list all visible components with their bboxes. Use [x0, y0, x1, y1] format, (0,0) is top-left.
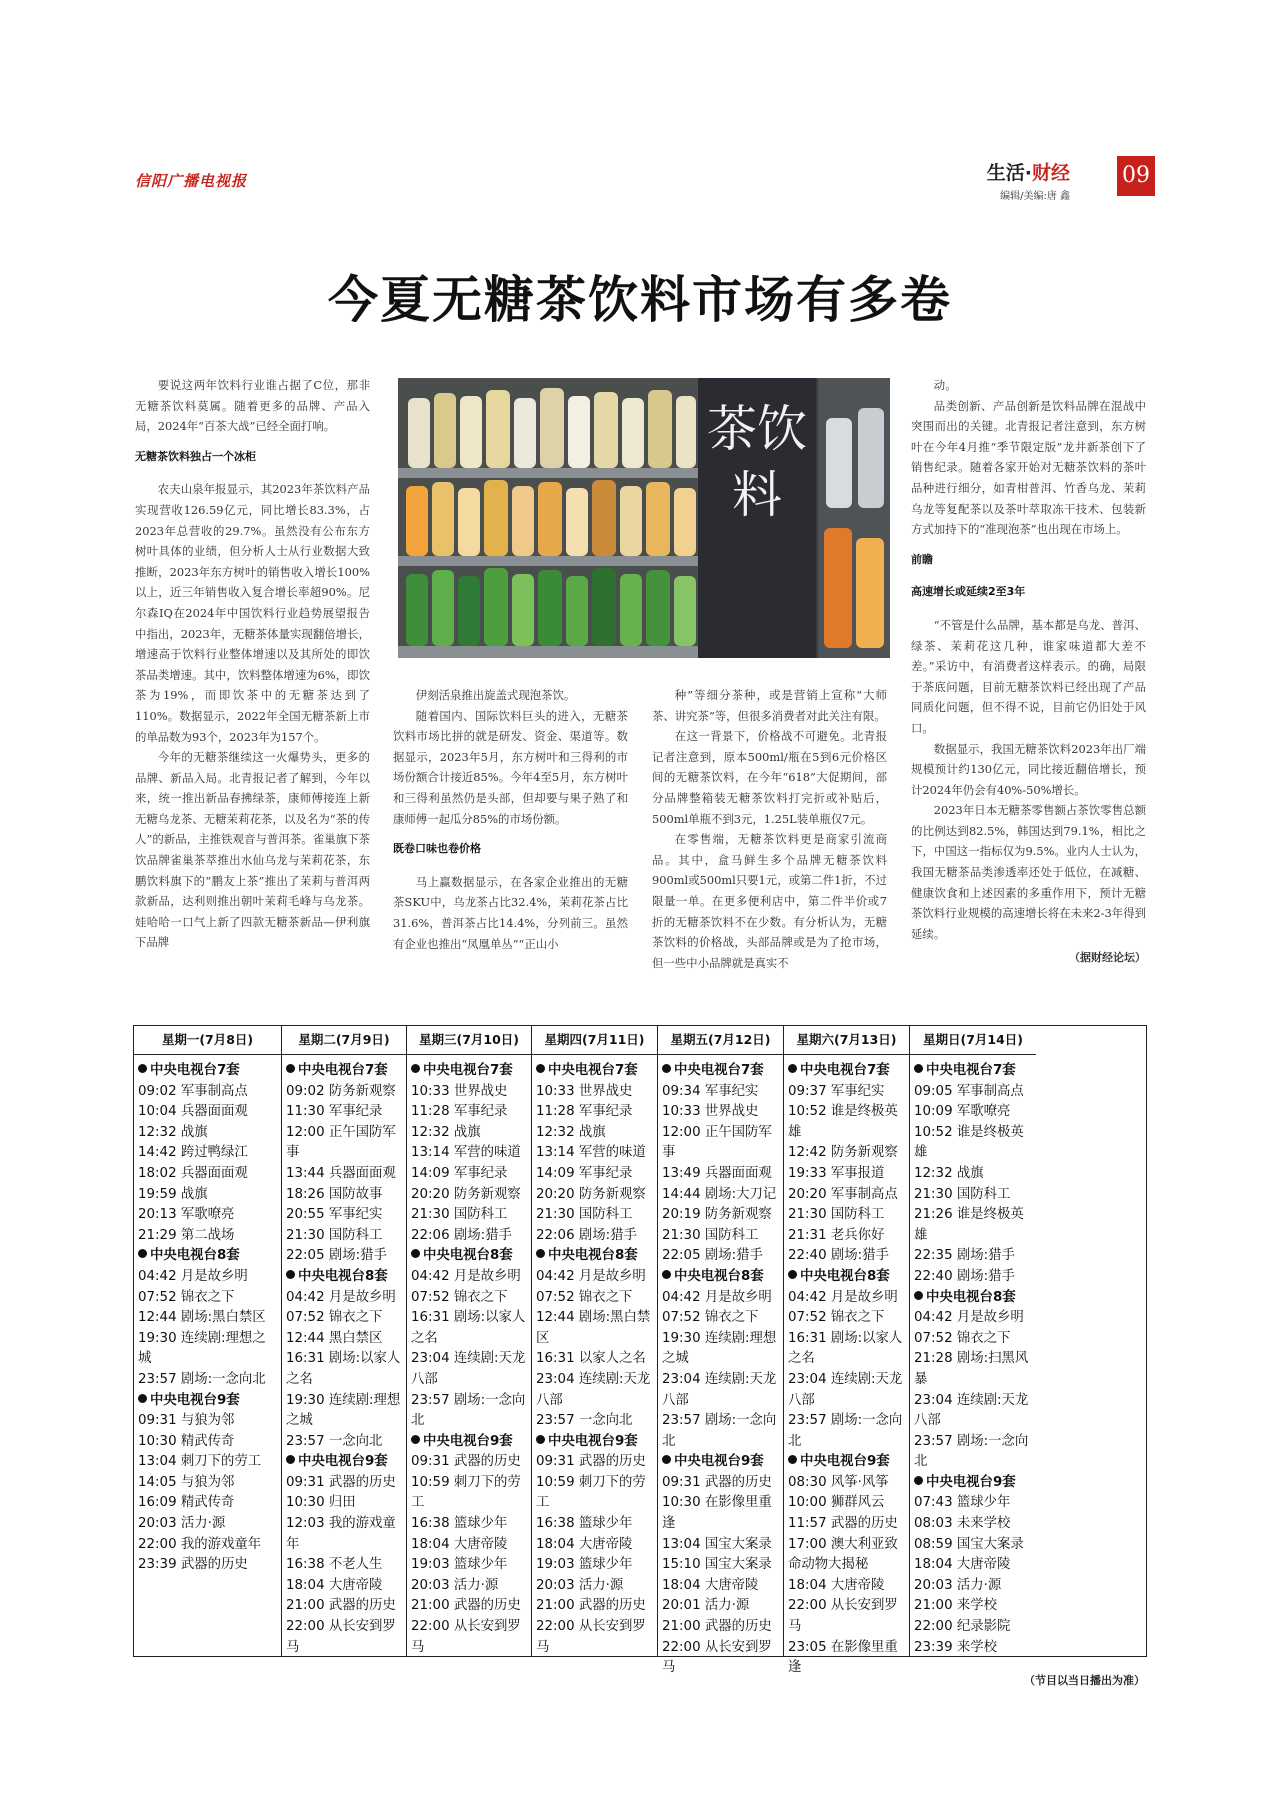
tv-program: 04:42 月是故乡明 — [662, 1289, 772, 1305]
bullet-dot-icon — [138, 1394, 147, 1403]
tv-program: 13:44 兵器面面观 — [286, 1165, 396, 1181]
tv-program: 21:30 国防科工 — [914, 1186, 1011, 1202]
article-column-1 — [135, 375, 370, 990]
tv-program: 22:00 从长安到罗马 — [536, 1619, 646, 1655]
drink-shelf-illustration — [398, 378, 890, 658]
tv-program: 23:39 来学校 — [914, 1639, 998, 1655]
tv-day-programs — [134, 1055, 281, 1576]
tv-program: 10:09 军歌嘹亮 — [914, 1104, 1011, 1120]
tv-day-header: 星期五(7月12日) — [658, 1026, 783, 1055]
tv-program: 23:04 连续剧:天龙八部 — [536, 1371, 651, 1408]
tv-program: 12:44 黑白禁区 — [286, 1330, 383, 1346]
tv-program: 14:09 军事纪录 — [536, 1165, 633, 1181]
tv-program: 16:31 以家人之名 — [536, 1351, 646, 1367]
tv-program: 07:52 锦衣之下 — [411, 1289, 508, 1305]
tv-channel-name — [788, 1267, 906, 1288]
tv-day-column — [784, 1026, 910, 1676]
tv-program: 09:31 武器的历史 — [411, 1454, 521, 1470]
tv-program: 10:59 刺刀下的劳工 — [536, 1474, 646, 1511]
tv-program: 22:06 剧场:猎手 — [536, 1227, 637, 1243]
tv-program: 19:33 军事报道 — [788, 1165, 885, 1181]
tv-program: 15:10 国宝大案录 — [662, 1557, 772, 1573]
tv-program: 10:59 刺刀下的劳工 — [411, 1474, 521, 1511]
tv-program: 21:00 武器的历史 — [536, 1598, 646, 1614]
tv-program: 16:31 剧场:以家人之名 — [411, 1310, 526, 1346]
tv-program: 12:03 我的游戏童年 — [286, 1516, 396, 1552]
tv-channel-label: 中央电视台7套 — [298, 1063, 388, 1078]
tv-program: 12:44 剧场:黑白禁区 — [138, 1310, 266, 1326]
tv-program: 17:00 澳大利亚致命动物大揭秘 — [788, 1536, 898, 1573]
tv-program: 07:52 锦衣之下 — [286, 1310, 383, 1326]
tv-program: 23:57 一念向北 — [286, 1433, 383, 1449]
tv-program: 16:38 不老人生 — [286, 1557, 383, 1573]
bullet-dot-icon — [138, 1249, 147, 1258]
tv-program: 10:30 归田 — [286, 1495, 356, 1511]
article-paragraph: 随着国内、国际饮料巨头的进入，无糖茶饮料市场比拼的就是研发、资金、渠道等。数据显示，2023年5月，东方树叶和三得利的市场份额合计接近85%。今年4至5月，东方树叶和三得利虽然仍是头部，但却要与果子熟了和康师傅一起瓜分85%的市场份额。 — [393, 708, 628, 826]
tv-program: 20:03 活力·源 — [411, 1577, 499, 1593]
tv-program: 12:44 剧场:黑白禁区 — [536, 1310, 651, 1346]
tv-program: 18:02 兵器面面观 — [138, 1165, 248, 1181]
tv-channel-label: 中央电视台7套 — [423, 1063, 513, 1078]
tv-program: 12:32 战旗 — [536, 1124, 606, 1140]
tv-program: 16:38 篮球少年 — [536, 1516, 633, 1532]
tv-schedule-table — [133, 1025, 1147, 1676]
tv-day-header: 星期日(7月14日) — [910, 1026, 1036, 1055]
article-subheading: 既卷口味也卷价格 — [393, 842, 481, 856]
tv-program: 13:49 兵器面面观 — [662, 1165, 772, 1181]
tv-program: 14:05 与狼为邻 — [138, 1474, 235, 1490]
bullet-dot-icon — [411, 1435, 420, 1444]
tv-program: 12:00 正午国防军事 — [286, 1124, 396, 1161]
tv-program: 20:55 军事纪实 — [286, 1207, 383, 1223]
tv-day-programs — [407, 1055, 531, 1658]
tv-channel-label: 中央电视台8套 — [150, 1248, 240, 1264]
tv-program: 20:19 防务新观察 — [662, 1207, 772, 1223]
article-paragraph: 数据显示，我国无糖茶饮料2023年出厂端规模预计约130亿元，同比接近翻倍增长，预计2024年仍会有40%-50%增长。 — [911, 741, 1146, 797]
tv-program: 22:40 剧场:猎手 — [914, 1268, 1015, 1284]
tv-program: 21:26 谁是终极英雄 — [914, 1207, 1024, 1243]
tv-channel-name — [286, 1061, 403, 1082]
tv-program: 09:02 军事制高点 — [138, 1083, 248, 1099]
tv-program: 08:59 国宝大案录 — [914, 1536, 1024, 1552]
article-paragraph: 品类创新、产品创新是饮料品牌在混战中突围而出的关键。北青报记者注意到，东方树叶在今年4月推“季节限定版”龙井新茶创下了销售纪录。随着各家开始对无糖茶饮料的茶叶品种进行细分，如青柑普洱、竹香乌龙、茉莉乌龙等复配茶以及茶叶萃取冻干技术、包装新方式加持下的“准现泡茶”也出现在市场上。 — [911, 398, 1146, 537]
tv-channel-name — [138, 1246, 278, 1267]
tv-day-programs — [658, 1055, 783, 1679]
tv-channel-name — [286, 1267, 403, 1288]
bullet-dot-icon — [411, 1064, 420, 1073]
section-name — [987, 158, 1070, 185]
tv-day-programs — [784, 1055, 909, 1679]
tv-channel-name — [788, 1061, 906, 1082]
tv-channel-name — [914, 1473, 1033, 1494]
tv-program: 10:52 谁是终极英雄 — [788, 1104, 898, 1140]
editor-credit: 编辑/美编:唐 鑫 — [1000, 191, 1070, 202]
tv-program: 08:03 未来学校 — [914, 1516, 1011, 1532]
tv-day-programs — [282, 1055, 406, 1658]
tv-day-header: 星期二(7月9日) — [282, 1026, 406, 1055]
tv-channel-name — [662, 1267, 780, 1288]
tv-channel-name — [662, 1452, 780, 1473]
page-number: 09 — [1117, 156, 1155, 196]
tv-program: 16:09 精武传奇 — [138, 1495, 235, 1511]
tv-program: 23:04 连续剧:天龙八部 — [411, 1351, 526, 1387]
tv-program: 21:28 剧场:扫黑风暴 — [914, 1351, 1029, 1387]
tv-day-column — [282, 1026, 407, 1656]
tv-day-column — [532, 1026, 658, 1656]
tv-program: 20:13 军歌嘹亮 — [138, 1207, 235, 1223]
article-paragraph: 动。 — [933, 378, 957, 392]
tv-program: 07:43 篮球少年 — [914, 1495, 1011, 1511]
tv-channel-name — [411, 1061, 528, 1082]
bullet-dot-icon — [914, 1476, 923, 1485]
tv-channel-name — [411, 1246, 528, 1267]
tv-channel-name — [286, 1452, 403, 1473]
tv-program: 09:31 武器的历史 — [536, 1454, 646, 1470]
tv-program: 13:14 军营的味道 — [411, 1145, 521, 1161]
tv-program: 23:04 连续剧:天龙八部 — [662, 1371, 777, 1408]
tv-program: 12:32 战旗 — [411, 1124, 481, 1140]
tv-channel-name — [411, 1432, 528, 1453]
tv-program: 19:03 篮球少年 — [411, 1557, 508, 1573]
tv-program: 22:35 剧场:猎手 — [914, 1248, 1015, 1264]
tv-program: 12:32 战旗 — [914, 1165, 984, 1181]
tv-program: 23:57 剧场:一念向北 — [411, 1392, 526, 1429]
tv-channel-label: 中央电视台8套 — [548, 1248, 638, 1264]
bullet-dot-icon — [662, 1455, 671, 1464]
tv-program: 14:42 跨过鸭绿江 — [138, 1145, 248, 1161]
tv-program: 21:30 国防科工 — [536, 1207, 633, 1223]
article-subheading: 高速增长或延续2至3年 — [911, 585, 1026, 599]
tv-program: 10:33 世界战史 — [662, 1104, 759, 1120]
article-column-4 — [911, 375, 1146, 995]
article-column-2 — [393, 685, 628, 985]
tv-program: 18:04 大唐帝陵 — [662, 1577, 759, 1593]
tv-channel-name — [914, 1288, 1033, 1309]
tv-program: 04:42 月是故乡明 — [914, 1310, 1024, 1326]
bullet-dot-icon — [536, 1064, 545, 1073]
tv-program: 21:30 国防科工 — [411, 1207, 508, 1223]
tv-program: 10:52 谁是终极英雄 — [914, 1124, 1024, 1161]
tv-program: 14:44 剧场:大刀记 — [662, 1186, 777, 1202]
tv-day-header: 星期六(7月13日) — [784, 1026, 909, 1055]
article-paragraph: 马上赢数据显示，在各家企业推出的无糖茶SKU中，乌龙茶占比32.4%，茉莉花茶占比31.6%，普洱茶占比14.4%，分列前三。虽然有企业也推出“凤凰单丛”“正山小 — [393, 874, 628, 951]
tv-program: 23:57 一念向北 — [536, 1413, 633, 1429]
tv-program: 23:04 连续剧:天龙八部 — [788, 1371, 903, 1408]
tv-channel-name — [914, 1061, 1033, 1082]
tv-program: 07:52 锦衣之下 — [138, 1289, 235, 1305]
tv-channel-label: 中央电视台7套 — [150, 1063, 240, 1078]
tv-program: 07:52 锦衣之下 — [536, 1289, 633, 1305]
section-prefix: 生活· — [986, 162, 1032, 184]
tv-program: 09:37 军事纪实 — [788, 1083, 885, 1099]
bullet-dot-icon — [286, 1270, 295, 1279]
article-paragraph: “不管是什么品牌，基本都是乌龙、普洱、绿茶、茉莉花这几种，谁家味道都大差不差。”采访中，有消费者这样表示。的确，局限于茶底问题，目前无糖茶饮料已经出现了产品同质化问题，但不得不说，目前它仍旧处于风口。 — [911, 617, 1146, 735]
bullet-dot-icon — [286, 1455, 295, 1464]
tv-program: 11:30 军事纪录 — [286, 1104, 383, 1120]
tv-program: 14:09 军事纪录 — [411, 1165, 508, 1181]
tv-program: 19:59 战旗 — [138, 1186, 208, 1202]
tv-program: 23:57 剧场:一念向北 — [662, 1413, 777, 1449]
tv-program: 18:04 大唐帝陵 — [536, 1536, 633, 1552]
tv-channel-label: 中央电视台7套 — [548, 1063, 638, 1078]
tv-program: 21:00 武器的历史 — [411, 1598, 521, 1614]
section-highlight: 财经 — [1031, 162, 1070, 184]
bullet-dot-icon — [536, 1249, 545, 1258]
article-column-3 — [652, 685, 887, 985]
tv-program: 10:30 在影像里重逢 — [662, 1495, 772, 1532]
tv-program: 19:30 连续剧:理想之城 — [286, 1392, 401, 1429]
bullet-dot-icon — [788, 1064, 797, 1073]
tv-channel-name — [662, 1061, 780, 1082]
bullet-dot-icon — [788, 1455, 797, 1464]
tv-program: 20:20 军事制高点 — [788, 1186, 898, 1202]
article-paragraph: 种”等细分茶种，或是营销上宣称“大师茶、讲究茶”等，但很多消费者对此关注有限。 — [652, 688, 887, 723]
article-paragraph: 在这一背景下，价格战不可避免。北青报记者注意到，原本500ml/瓶在5到6元价格区间的无糖茶饮料，在今年“618”大促期间，部分品牌整箱装无糖茶饮料打完折或补贴后，500ml单瓶不到3元，1.25L装单瓶仅7元。 — [652, 729, 887, 826]
tv-program: 20:03 活力·源 — [914, 1577, 1002, 1593]
bullet-dot-icon — [914, 1064, 923, 1073]
paper-name: 信阳广播电视报 — [135, 172, 248, 190]
article-paragraph: 今年的无糖茶继续这一火爆势头，更多的品牌、新品入局。北青报记者了解到，今年以来，统一推出新品春拂绿茶，康师傅接连上新无糖乌龙茶、无糖茉莉花茶，以及名为“茶的传人”的新品，主推铁观音与普洱茶。雀巢旗下茶饮品牌雀巢茶萃推出水仙乌龙与茉莉花茶，东鹏饮料旗下的“鹏友上茶”推出了茉莉与普洱两款新品，达利则推出朝叶茉莉毛峰与乌龙茶。娃哈哈一口气上新了四款无糖茶新品—伊利旗下品牌 — [135, 750, 370, 950]
tv-program: 12:42 防务新观察 — [788, 1145, 898, 1161]
tv-program: 09:02 防务新观察 — [286, 1083, 396, 1099]
article-source: （据财经论坛） — [1069, 951, 1146, 965]
tv-program: 22:06 剧场:猎手 — [411, 1227, 512, 1243]
tv-program: 22:40 剧场:猎手 — [788, 1248, 889, 1264]
tv-program: 04:42 月是故乡明 — [138, 1268, 248, 1284]
tv-channel-label: 中央电视台8套 — [926, 1289, 1016, 1305]
tv-program: 04:42 月是故乡明 — [788, 1289, 898, 1305]
tv-program: 23:05 在影像里重逢 — [788, 1639, 898, 1676]
tv-program: 11:28 军事纪录 — [411, 1104, 508, 1120]
tv-program: 18:04 大唐帝陵 — [914, 1557, 1011, 1573]
tv-day-header: 星期一(7月8日) — [134, 1026, 281, 1055]
tv-channel-label: 中央电视台9套 — [423, 1433, 513, 1449]
tv-program: 18:04 大唐帝陵 — [788, 1577, 885, 1593]
tv-program: 20:20 防务新观察 — [536, 1186, 646, 1202]
tv-program: 10:30 精武传奇 — [138, 1433, 235, 1449]
bullet-dot-icon — [914, 1291, 923, 1300]
tv-program: 22:05 剧场:猎手 — [286, 1248, 387, 1264]
tv-program: 18:04 大唐帝陵 — [411, 1536, 508, 1552]
tv-program: 13:14 军营的味道 — [536, 1145, 646, 1161]
tv-program: 20:01 活力·源 — [662, 1598, 750, 1614]
tv-program: 23:39 武器的历史 — [138, 1557, 248, 1573]
tv-channel-label: 中央电视台9套 — [298, 1454, 388, 1470]
bullet-dot-icon — [411, 1249, 420, 1258]
section-header — [987, 158, 1070, 202]
tv-program: 12:32 战旗 — [138, 1124, 208, 1140]
tv-program: 23:57 剧场:一念向北 — [138, 1371, 266, 1387]
bullet-dot-icon — [536, 1435, 545, 1444]
tv-channel-label: 中央电视台8套 — [674, 1268, 764, 1284]
tv-program: 22:00 从长安到罗马 — [286, 1619, 396, 1655]
tv-program: 11:28 军事纪录 — [536, 1104, 633, 1120]
tv-day-column — [658, 1026, 784, 1676]
tea-drink-sign-text: 茶饮料 — [707, 400, 807, 524]
article-paragraph: 在零售端，无糖茶饮料更是商家引流商品。其中，盒马鲜生多个品牌无糖茶饮料900ml或500ml只要1元，或第二件1折，不过限量一单。在更多便利店中，第二件半价或7折的无糖茶饮料不在少数。有分析认为，无糖茶饮料的价格战，头部品牌或是为了抢市场，但一些中小品牌就是真实不 — [652, 832, 887, 970]
tv-channel-name — [536, 1061, 654, 1082]
tv-program: 04:42 月是故乡明 — [286, 1289, 396, 1305]
tv-program: 12:00 正午国防军事 — [662, 1124, 772, 1161]
tv-program: 22:00 纪录影院 — [914, 1619, 1011, 1635]
tv-channel-name — [788, 1452, 906, 1473]
tv-program: 11:57 武器的历史 — [788, 1516, 898, 1532]
tv-program: 22:00 我的游戏童年 — [138, 1536, 262, 1552]
article-subheading: 无糖茶饮料独占一个冰柜 — [135, 449, 256, 463]
tv-channel-label: 中央电视台7套 — [674, 1063, 764, 1078]
tv-program: 22:05 剧场:猎手 — [662, 1248, 763, 1264]
tv-program: 22:00 从长安到罗马 — [411, 1619, 521, 1655]
tv-program: 20:03 活力·源 — [138, 1516, 226, 1532]
tv-day-programs — [910, 1055, 1036, 1658]
tv-program: 21:30 国防科工 — [286, 1227, 383, 1243]
tv-program: 22:00 从长安到罗马 — [788, 1598, 898, 1635]
tv-program: 18:26 国防故事 — [286, 1186, 383, 1202]
bullet-dot-icon — [138, 1064, 147, 1073]
tv-channel-label: 中央电视台9套 — [150, 1392, 240, 1408]
tv-program: 23:57 剧场:一念向北 — [788, 1413, 903, 1449]
tv-program: 21:00 武器的历史 — [662, 1619, 772, 1635]
tv-channel-label: 中央电视台9套 — [674, 1454, 764, 1470]
tv-day-column — [910, 1026, 1036, 1656]
tv-channel-name — [138, 1061, 278, 1082]
tv-program: 10:33 世界战史 — [411, 1083, 508, 1099]
tv-day-column — [134, 1026, 282, 1656]
tv-program: 07:52 锦衣之下 — [788, 1310, 885, 1326]
bullet-dot-icon — [788, 1270, 797, 1279]
tv-channel-label: 中央电视台7套 — [926, 1063, 1016, 1078]
tv-program: 13:04 刺刀下的劳工 — [138, 1454, 262, 1470]
tv-program: 16:38 篮球少年 — [411, 1516, 508, 1532]
tv-program: 09:31 与狼为邻 — [138, 1413, 235, 1429]
tv-channel-label: 中央电视台9套 — [548, 1433, 638, 1449]
tv-program: 09:31 武器的历史 — [662, 1474, 772, 1490]
tv-program: 22:00 从长安到罗马 — [662, 1639, 772, 1676]
tv-program: 08:30 风筝·风筝 — [788, 1474, 889, 1490]
tv-channel-label: 中央电视台9套 — [800, 1454, 890, 1470]
tv-program: 21:00 来学校 — [914, 1598, 998, 1614]
tv-channel-label: 中央电视台8套 — [800, 1268, 890, 1284]
bullet-dot-icon — [662, 1064, 671, 1073]
tv-program: 16:31 剧场:以家人之名 — [286, 1351, 401, 1387]
tv-day-header: 星期四(7月11日) — [532, 1026, 657, 1055]
article-paragraph: 要说这两年饮料行业谁占据了C位，那非无糖茶饮料莫属。随着更多的品牌、产品入局，2024年“百茶大战”已经全面打响。 — [135, 378, 370, 434]
tv-channel-name — [138, 1391, 278, 1412]
tv-program: 09:34 军事纪实 — [662, 1083, 759, 1099]
tv-day-programs — [532, 1055, 657, 1658]
tv-schedule-note: （节目以当日播出为准） — [1024, 1674, 1145, 1687]
tv-program: 21:00 武器的历史 — [286, 1598, 396, 1614]
bullet-dot-icon — [662, 1270, 671, 1279]
tv-program: 19:03 篮球少年 — [536, 1557, 633, 1573]
tv-program: 19:30 连续剧:理想之城 — [138, 1330, 266, 1367]
tv-program: 07:52 锦衣之下 — [914, 1330, 1011, 1346]
article-paragraph: 伊刻活泉推出旋盖式现泡茶饮。 — [415, 688, 576, 702]
article-photo — [398, 378, 890, 658]
tea-drink-sign — [698, 378, 816, 658]
tv-program: 23:04 连续剧:天龙八部 — [914, 1392, 1029, 1429]
tv-program: 23:57 剧场:一念向北 — [914, 1433, 1029, 1470]
tv-channel-label: 中央电视台8套 — [298, 1268, 388, 1284]
tv-program: 09:05 军事制高点 — [914, 1083, 1024, 1099]
tv-program: 04:42 月是故乡明 — [536, 1268, 646, 1284]
tv-program: 10:00 狮群风云 — [788, 1495, 885, 1511]
tv-program: 21:30 国防科工 — [662, 1227, 759, 1243]
headline: 今夏无糖茶饮料市场有多卷 — [328, 271, 952, 329]
article-subheading: 前瞻 — [911, 552, 933, 566]
tv-day-column — [407, 1026, 532, 1656]
tv-program: 13:04 国宝大案录 — [662, 1536, 772, 1552]
tv-channel-name — [536, 1246, 654, 1267]
tv-program: 18:04 大唐帝陵 — [286, 1577, 383, 1593]
tv-channel-label: 中央电视台9套 — [926, 1474, 1016, 1490]
tv-program: 10:33 世界战史 — [536, 1083, 633, 1099]
bullet-dot-icon — [286, 1064, 295, 1073]
tv-channel-label: 中央电视台7套 — [800, 1063, 890, 1078]
tv-program: 19:30 连续剧:理想之城 — [662, 1330, 777, 1367]
tv-program: 07:52 锦衣之下 — [662, 1310, 759, 1326]
tv-channel-label: 中央电视台8套 — [423, 1248, 513, 1264]
article-paragraph: 2023年日本无糖茶零售额占茶饮零售总额的比例达到82.5%，韩国达到79.1%，相比之下，中国这一指标仅为9.5%。业内人士认为，我国无糖茶品类渗透率还处于低位，在减糖、健康饮食和上述因素的多重作用下，预计无糖茶饮料行业规模的高速增长将在未来2-3年得到延续。 — [911, 803, 1146, 941]
tv-program: 21:29 第二战场 — [138, 1227, 235, 1243]
tv-program: 20:03 活力·源 — [536, 1577, 624, 1593]
tv-program: 20:20 防务新观察 — [411, 1186, 521, 1202]
tv-program: 10:04 兵器面面观 — [138, 1104, 248, 1120]
tv-program: 21:30 国防科工 — [788, 1207, 885, 1223]
tv-day-header: 星期三(7月10日) — [407, 1026, 531, 1055]
tv-channel-name — [536, 1432, 654, 1453]
article-paragraph: 农夫山泉年报显示，其2023年茶饮料产品实现营收126.59亿元，同比增长83.3%，占2023年总营收的29.7%。虽然没有公布东方树叶具体的业绩，但分析人士从行业数据大致推断，2023年东方树叶的销售收入增长100%以上，近三年销售收入复合增长率超90%。尼尔森IQ在2024年中国饮料行业趋势展望报告中指出，2023年，无糖茶体量实现翻倍增长，增速高于饮料行业整体增速以及其所处的即饮茶品类增速。其中，饮料整体增速为6%，即饮茶为19%，而即饮茶中的无糖茶达到了110%。数据显示，2022年全国无糖茶新上市的单品数为93个，2023年为157个。 — [135, 482, 370, 744]
tv-program: 21:31 老兵你好 — [788, 1227, 885, 1243]
tv-program: 09:31 武器的历史 — [286, 1474, 396, 1490]
tv-program: 04:42 月是故乡明 — [411, 1268, 521, 1284]
tv-program: 16:31 剧场:以家人之名 — [788, 1330, 903, 1367]
